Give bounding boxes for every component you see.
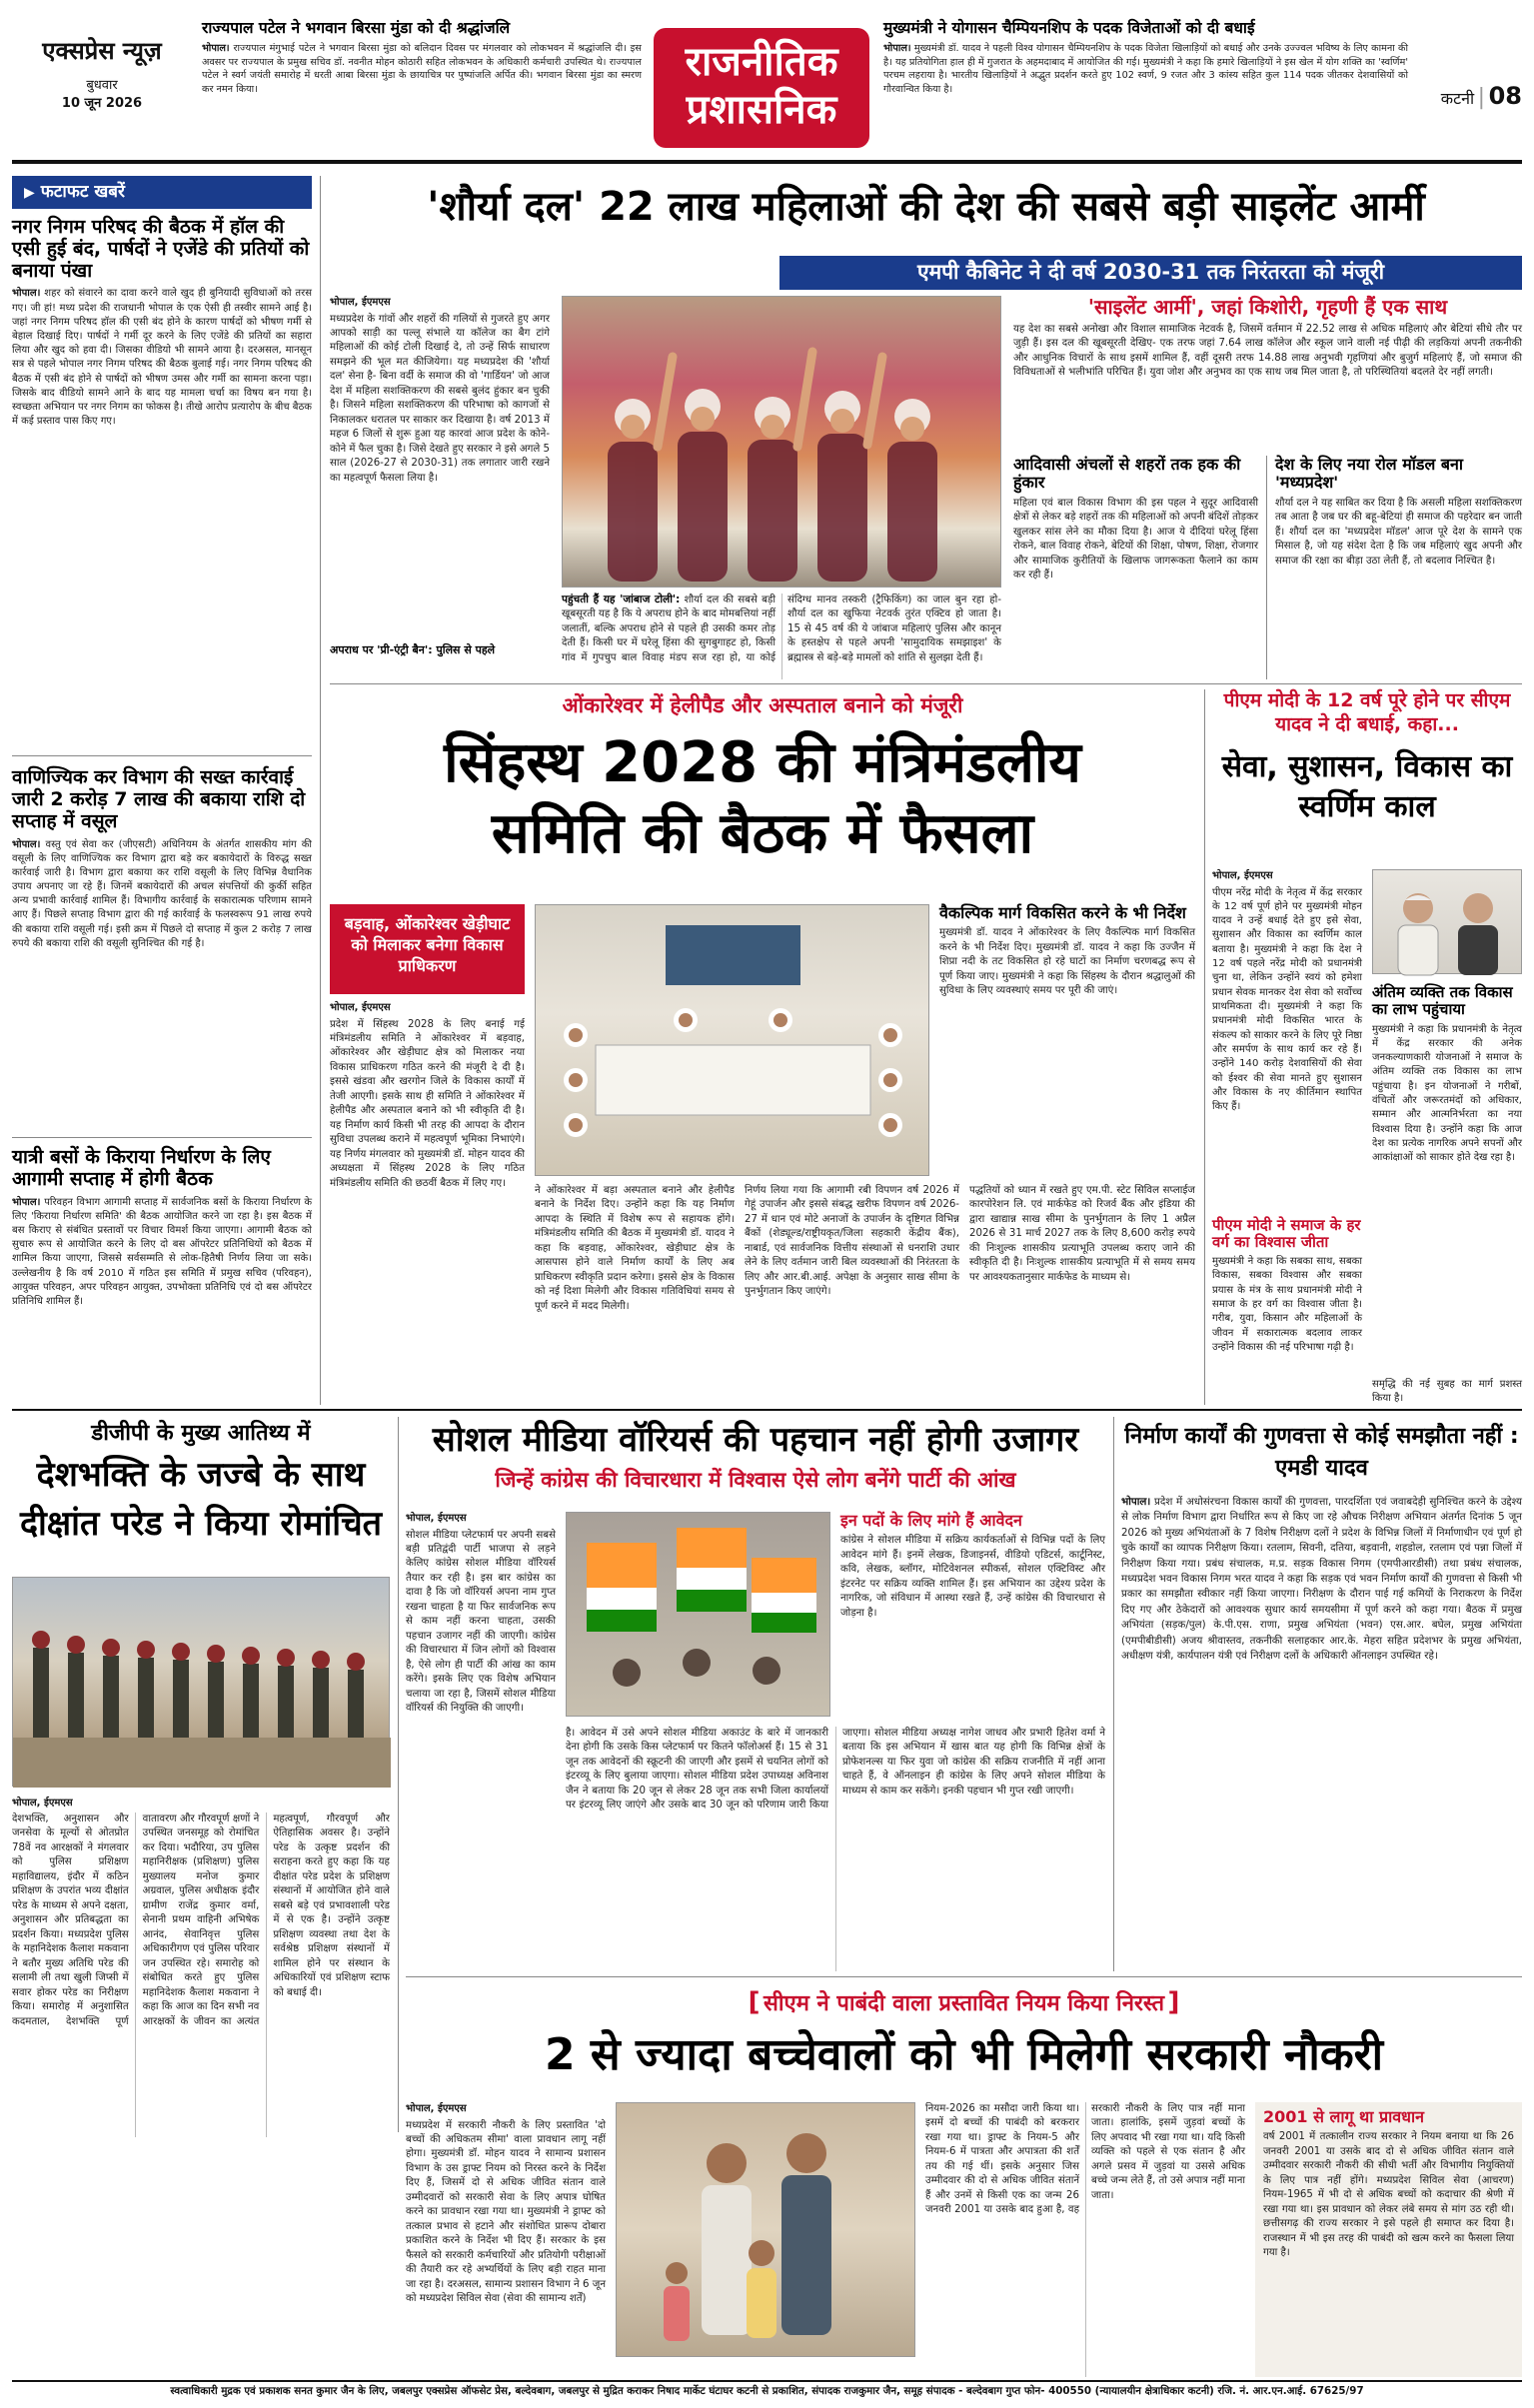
pm-col-1: भोपाल, ईएमएस पीएम नरेंद्र मोदी के नेतृत्व में केंद्र सरकार के 12 वर्ष पूर्ण होने पर मुख्यमंत्री मोहन यादव ने उन्हें बधाई देते हुए इसे सेवा, सुशासन और विकास का स्वर्णिम काल बताया है। मुख्यमंत्री ने कहा कि देश ने 12 वर्ष पहले नरेंद्र मोदी को प्रधानमंत्री चुना था, लेकिन उन्होंने स्वयं को हमेशा प्रधान सेवक मानकर देश सेवा को सर्वोच्च प्राथमिकता दी। मुख्यमंत्री ने कहा कि प्रधानमंत्री मोदी विकसित भारत के संकल्प को साकार करने के लिए पूरे निष्ठा और समर्पण के साथ कार्य कर रहे हैं। उन्होंने 140 करोड़ देशवासियों की सेवा को ईश्वर की सेवा मानते हुए सुशासन और विकास के नए कीर्तिमान स्थापित किए हैं। पीएम मोदी ने समाज के हर वर्ग का विश्वास जीता मुख्यमंत्री ने कहा कि सबका साथ, सबका विकास, सबका विश्वास और सबका प्रयास के मंत्र के साथ प्रधानमंत्री मोदी ने समाज के हर वर्ग का विश्वास जीता है। गरीब, युवा, किसान और महिलाओं के जीवन में सकारात्मक बदलाव लाकर उन्होंने विकास की नई परिभाषा गढ़ी है। [1212, 869, 1362, 1405]
social-sidebar [840, 1512, 1105, 1717]
jobs-kicker: सीएम ने पाबंदी वाला प्रस्तावित नियम किया निरस्त [763, 1991, 1165, 2016]
jobs-sidebar [1255, 2102, 1522, 2377]
simhastha-text-2: ने ओंकारेश्वर में बड़ा अस्पताल बनाने और हेलीपैड बनाने के निर्देश दिए। उन्होंने कहा कि यह निर्माण आपदा के स्थिति में विशेष रूप से सहायक होंगे। मंत्रिमंडलीय समिति की बैठक में मुख्यमंत्री डॉ. यादव ने कहा कि बड़वाह, ओंकारेश्वर, खेड़ीघाट क्षेत्र के आसपास होने वाले निर्माण कार्यों के लिए अब प्राधिकरण स्वीकृति प्रदान करेगा। इससे क्षेत्र के विकास को नई दिशा मिलेगी और विकास गतिविधियां समय से पूर्ण करने में मदद मिलेगी। [535, 1185, 735, 1312]
dgp-text: देशभक्ति, अनुशासन और जनसेवा के मूल्यों से ओतप्रोत 78वें नव आरक्षकों ने मंगलवार को पुलिस प्रशिक्षण महाविद्यालय, इंदौर में कठिन प्रशिक्षण के उपरांत भव्य दीक्षांत परेड के माध्यम से अपने दक्षता, अनुशासन और प्रतिबद्धता का प्रदर्शन किया। मध्यप्रदेश पुलिस के महानिदेशक कैलाश मकवाना ने बतौर मुख्य अतिथि परेड की सलामी ली तथा खुली जिप्सी में सवार होकर परेड का निरीक्षण किया। समारोह में अनुशासित कदमताल, देशभक्ति पूर्ण वातावरण और गौरवपूर्ण क्षणों ने उपस्थित जनसमूह को रोमांचित कर दिया। भदौरिया, उप पुलिस महानिरीक्षक (प्रशिक्षण) पुलिस मुख्यालय मनोज कुमार अग्रवाल, पुलिस अधीक्षक इंदौर ग्रामीण राजेंद्र कुमार वर्मा, सेनानी प्रथम वाहिनी अभिषेक आनंद, सेवानिवृत्त पुलिस अधिकारीगण एवं पुलिस परिवार जन उपस्थित रहे। समारोह को संबोधित करते हुए पुलिस महानिदेशक कैलाश मकवाना ने कहा कि आज का दिन सभी नव आरक्षकों के जीवन का अत्यंत महत्वपूर्ण, गौरवपूर्ण और ऐतिहासिक अवसर है। उन्होंने परेड के उत्कृष्ट प्रदर्शन की सराहना करते हुए कहा कि यह दीक्षांत परेड प्रदेश के प्रशिक्षण संस्थानों में आयोजित होने वाले सबसे बड़े एवं प्रभावशाली परेड में से एक है। उन्होंने उत्कृष्ट प्रशिक्षण व्यवस्था तथा देश के सर्वश्रेष्ठ प्रशिक्षण संस्थानों में शामिल होने पर संस्थान के अधिकारियों एवं प्रशिक्षण स्टाफ को बधाई दी। [12, 1813, 390, 2027]
quality-headline: निर्माण कार्यों की गुणवत्ता से कोई समझौता नहीं : एमडी यादव [1124, 1424, 1519, 1481]
pm-sidebar [1372, 984, 1522, 1405]
masthead-brief-2 [883, 20, 1408, 150]
footer-rule [12, 2380, 1522, 2382]
fatafat-item-1-title: नगर निगम परिषद की बैठक में हॉल की एसी हुई बंद, पार्षदों ने एजेंडे की प्रतियों को बनाया पंखा [12, 215, 310, 282]
social-col-1: भोपाल, ईएमएस सोशल मीडिया प्लेटफार्म पर अपनी सबसे बड़ी प्रतिद्वंदी पार्टी भाजपा से लड़ने केलिए कांग्रेस सोशल मीडिया वॉरियर्स तैयार कर रही है। इस बार कांग्रेस का दावा है कि जो वॉरियर्स अपना नाम गुप्त रखना चाहता है या फिर सार्वजनिक रूप से काम नहीं करना चाहता, उसकी पहचान उजागर नहीं की जाएगी। कांग्रेस की विचारधारा में जिन लोगों को विश्वास है, ऐसे लोग ही पार्टी की आंख का काम करेंगे। इसके लिए एक विशेष अभियान चलाया जा रहा है, जिसमें सोशल मीडिया वॉरियर्स की नियुक्ति की जाएगी। [406, 1512, 556, 1841]
pm-sub-head: पीएम मोदी ने समाज के हर वर्ग का विश्वास जीता [1212, 1215, 1361, 1251]
fatafat-item-1-text: शहर को संवारने का दावा करने वाले खुद ही बुनियादी सुविधाओं को तरस गए। जी हां! मध्य प्रदेश की राजधानी भोपाल के एक ऐसी ही तस्वीर सामने आई है। जहां नगर निगम परिषद हॉल की एसी बंद होने के कारण पार्षदों को भीषण गर्मी से बेहाल दिखाई दिए। पार्षदों ने गर्मी दूर करने के लिए एजेंडे की प्रतियों का सहारा लिया और खुद को हवा दी। जिसका वीडियो भी सामने आया है। दरअसल, मानसून सत्र से पहले भोपाल नगर निगम परिषद की बैठक बुलाई गई। नगर निगम परिषद की बैठक में एसी बंद होने से पार्षदों को भीषण उमस और गर्मी का सामना करना पड़ा। जिसके बाद वीडियो सामने आने के बाद यह मामला चर्चा का विषय बन गया है। स्वच्छता अभियान पर नगर निगम का फोकस है। तीखे आरोप प्रत्यारोप के बीच बैठक में कई प्रस्ताव पास किए गए। [12, 288, 312, 428]
jobs-side-text: वर्ष 2001 में तत्कालीन राज्य सरकार ने नियम बनाया था कि 26 जनवरी 2001 या उसके बाद दो से अधिक जीवित संतान वाले उम्मीदवार सरकारी नौकरी की सीधी भर्ती और विभागीय नियुक्तियों के लिए पात्र नहीं होंगे। मध्यप्रदेश सिविल सेवा (आचरण) नियम-1965 में भी दो से अधिक बच्चों को कदाचार की श्रेणी में रखा गया था। इस प्रावधान को लेकर लंबे समय से मांग उठ रही थी। छत्तीसगढ़ की राज्य सरकार ने इसे पहले ही समाप्त कर दिया है। राजस्थान में भी इस तरह की पाबंदी को खत्म करने का फैसला लिया गया है। [1263, 2131, 1514, 2259]
jobs-side-head: 2001 से लागू था प्रावधान [1263, 2107, 1425, 2126]
fatafat-item-1: नगर निगम परिषद की बैठक में हॉल की एसी हुई बंद, पार्षदों ने एजेंडे की प्रतियों को बनाया पंखा भोपाल। शहर को संवारने का दावा करने वाले खुद ही बुनियादी सुविधाओं को तरस गए। जी हां! मध्य प्रदेश की राजधानी भोपाल के एक ऐसी ही तस्वीर सामने आई है। जहां नगर निगम परिषद हॉल की एसी बंद होने के कारण पार्षदों को भीषण गर्मी से बेहाल दिखाई दिए। पार्षदों ने गर्मी दूर करने के लिए एजेंडे की प्रतियों का सहारा लिया और खुद को हवा दी। जिसका वीडियो भी सामने आया है। दरअसल, मानसून सत्र से पहले भोपाल नगर निगम परिषद की बैठक बुलाई गई। नगर निगम परिषद की बैठक में एसी बंद होने से पार्षदों को भीषण उमस और गर्मी का सामना करना पड़ा। जिसके बाद वीडियो सामने आने के बाद यह मामला चर्चा का विषय बन गया है। स्वच्छता अभियान पर नगर निगम का फोकस है। तीखे आरोप प्रत्यारोप के बीच बैठक में कई प्रस्ताव पास किए गए। [12, 215, 312, 428]
simhastha-kicker: ओंकारेश्वर में हेलीपैड और अस्पताल बनाने को मंजूरी [562, 693, 963, 717]
pm-sub-text: मुख्यमंत्री ने कहा कि सबका साथ, सबका विकास, सबका विश्वास और सबका प्रयास के मंत्र के साथ प्रधानमंत्री मोदी ने समाज के हर वर्ग का विश्वास जीता है। गरीब, युवा, किसान और महिलाओं के जीवन में सकारात्मक बदलाव लाकर उन्होंने विकास की नई परिभाषा गढ़ी है। [1212, 1256, 1362, 1353]
shaurya-caption: पहुंचती हैं यह 'जांबाज टोली': [562, 594, 681, 605]
shaurya-sidebar [1013, 296, 1522, 679]
social-text-2: है। आवेदन में उसे अपने सोशल मीडिया अकाउंट के बारे में जानकारी देना होगी कि उसके किस प्लेटफार्म पर कितने फॉलोअर्स हैं। 15 से 31 जून तक आवेदनों की स्क्रूटनी की जाएगी और इसमें से चयनित लोगों को इंटरव्यू के लिए बुलाया जाएगा। सोशल मीडिया प्रदेश उपाध्यक्ष अविनाश जैन ने बताया कि 20 जून से लेकर 28 जून तक सभी जिला कार्यालयों पर इंटरव्यू लिए जाएंगे और उसके बाद 30 जून को परिणाम जारी किया जाएगा। सोशल मीडिया अध्यक्ष नागेश जाधव और प्रभारी हितेश वर्मा ने बताया कि इस अभियान में खास बात यह होगी कि विभिन्न क्षेत्रों के प्रोफेशनल्स या फिर युवा जो कांग्रेस की सक्रिय राजनीति में नहीं आना चाहते हैं, वे ऑनलाइन ही कांग्रेस के लिए अपने सोशल मीडिया के माध्यम से काम कर सकेंगे। इनकी पहचान भी गुप्त रखी जाएगी। [566, 1728, 1105, 1811]
pm-text-1: पीएम नरेंद्र मोदी के नेतृत्व में केंद्र सरकार के 12 वर्ष पूर्ण होने पर मुख्यमंत्री मोहन यादव ने उन्हें बधाई देते हुए इसे सेवा, सुशासन और विकास का स्वर्णिम काल बताया है। मुख्यमंत्री ने कहा कि देश ने 12 वर्ष पहले नरेंद्र मोदी को प्रधानमंत्री चुना था, लेकिन उन्होंने स्वयं को हमेशा प्रधान सेवक मानकर देश सेवा को सर्वोच्च प्राथमिकता दी। मुख्यमंत्री ने कहा कि प्रधानमंत्री मोदी विकसित भारत के संकल्प को साकार करने के लिए पूरे निष्ठा और समर्पण के साथ कार्य कर रहे हैं। उन्होंने 140 करोड़ देशवासियों की सेवा को ईश्वर की सेवा मानते हुए सुशासन और विकास के नए कीर्तिमान स्थापित किए हैं। [1212, 886, 1362, 1113]
jobs-text-1: मध्यप्रदेश में सरकारी नौकरी के लिए प्रस्तावित 'दो बच्चों की अधिकतम सीमा' वाला प्रावधान लागू नहीं होगा। मुख्यमंत्री डॉ. मोहन यादव ने सामान्य प्रशासन विभाग के उस ड्राफ्ट नियम को निरस्त करने के निर्देश दिए हैं, जिसमें दो से अधिक जीवित संतान वाले उम्मीदवारों को सरकारी सेवा के लिए अपात्र घोषित करने का प्रावधान रखा गया था। मुख्यमंत्री ने ड्राफ्ट को तत्काल प्रभाव से हटाने और संशोधित प्रारूप दोबारा प्रकाशित करने के निर्देश भी दिए हैं। सरकार के इस फैसले को सरकारी कर्मचारियों और प्रतियोगी परीक्षाओं की तैयारी कर रहे अभ्यर्थियों के लिए बड़ी राहत माना जा रहा है। दरअसल, सामान्य प्रशासन विभाग ने 6 जून को मध्यप्रदेश सिविल सेवा (सेवा की सामान्य शर्तें) [406, 2119, 606, 2305]
jobs-kicker-wrap [406, 1988, 1522, 2022]
shaurya-col-1: भोपाल, ईएमएस मध्यप्रदेश के गांवों और शहरों की गलियों से गुजरते हुए अगर आपको साड़ी का पल्लू संभाले या कॉलेज का बैग टांगे महिलाओं की कोई टोली दिखाई दे, तो उन्हें सिर्फ साधारण समझने की भूल मत कीजियेगा। यह मध्यप्रदेश की 'शौर्या दल' सेना है- बिना वर्दी के समाज की वो 'गार्डियन' जो आज देश में महिला सशक्तिकरण की सबसे बुलंद हुंकार बन चुकी है। जिसने महिला सशक्तिकरण की परिभाषा को कागजों से निकालकर धरातल पर साकार कर दिखाया है। वर्ष 2013 में महज 6 जिलों से शुरू हुआ यह कारवां आज प्रदेश के कोने-कोने में फैल चुका है। जिसे देखते हुए सरकार ने इसे अगले 5 साल (2026-27 से 2030-31) तक लगातार जारी रखने का महत्वपूर्ण फैसला लिया है। अपराध पर 'प्री-एंट्री बैन': पुलिस से पहले [330, 297, 550, 656]
quality-text: प्रदेश में अधोसंरचना विकास कार्यों की गुणवत्ता, पारदर्शिता एवं जवाबदेही सुनिश्चित करने के उद्देश्य से लोक निर्माण विभाग द्वारा निर्धारित रूप से किए जा रहे औचक निरीक्षण अभियान अंतर्गत दिनांक 5 जून 2026 को मुख्य अभियंताओं के 7 विशेष निरीक्षण दलों ने प्रदेश के विभिन्न जिलों में निर्माणाधीन एवं पूर्ण हो चुके कार्यों का व्यापक निरीक्षण किया। रतलाम, सिवनी, दतिया, बड़वानी, शहडोल, रतलाम एवं पन्ना जिलों में निरीक्षण किया गया। प्रबंध संचालक, म.प्र. सड़क विकास निगम (एमपीआरडीसी) तथा प्रबंध संचालक, मध्यप्रदेश भवन विकास निगम भरत यादव ने कहा कि सड़क एवं भवन निर्माण कार्यों की गुणवत्ता से किसी भी प्रकार का समझौता स्वीकार नहीं किया जाएगा। निरीक्षण के दौरान पाई गई कमियों के निराकरण के निर्देश दिए गए और ठेकेदारों को आवश्यक सुधार कार्य समयसीमा में पूर्ण करने को कहा गया। बैठक में प्रमुख अभियंता (सड़क/पुल) के.पी.एस. राणा, प्रमुख अभियंता (भवन) एस.आर. बघेल, प्रमुख अभियंता (एमपीबीडीसी) अजय श्रीवास्तव, तकनीकी सलाहकार आर.के. मेहरा सहित प्रदेशभर के प्रमुख अभियंता, अधीक्षण यंत्री, कार्यपालन यंत्री एवं निरीक्षण दलों के अधिकारी ऑनलाइन उपस्थित रहे। [1121, 1495, 1523, 1663]
folio-city: कटनी [1440, 89, 1475, 108]
dgp-body: भोपाल, ईएमएस [12, 1798, 73, 1808]
jobs-photo [616, 2102, 915, 2357]
mid-rule [12, 1409, 1522, 1411]
fatafat-item-3: यात्री बसों के किराया निर्धारण के लिए आगामी सप्ताह में होगी बैठक भोपाल। परिवहन विभाग आगामी सप्ताह में सार्वजनिक बसों के किराया निर्धारण के लिए 'किराया निर्धारण समिति' की बैठक आयोजित करने जा रहा है। इस बैठक में बस किराए से संबंधित प्रस्तावों पर विचार विमर्श किया जाएगा। आगामी बैठक को सुचारु रूप से आयोजित करने के लिए दो बस ऑपरेटर प्रतिनिधियों को बैठक में शामिल किया जाएगा, जिससे सर्वसम्मति से लोक-हितैषी निर्णय लिया जा सके। उल्लेखनीय है कि वर्ष 2010 में गठित इस समिति में प्रमुख सचिव (परिवहन), आयुक्त परिवहन, अपर परिवहन आयुक्त, उपभोक्ता प्रतिनिधि एवं दो बस ऑपरेटर प्रतिनिधि शामिल हैं। [12, 1146, 312, 1307]
issue-day: बुधवार [86, 78, 118, 94]
fatafat-column [12, 176, 312, 1405]
shaurya-model [1275, 456, 1522, 679]
shaurya-subhead: एमपी कैबिनेट ने दी वर्ष 2030-31 तक निरंतरता को मंजूरी [779, 256, 1522, 290]
fatafat-item-3-title: यात्री बसों के किराया निर्धारण के लिए आगामी सप्ताह में होगी बैठक [12, 1146, 271, 1190]
jobs-headline: 2 से ज्यादा बच्चेवालों को भी मिलेगी सरकारी नौकरी [544, 2029, 1384, 2080]
brief-1-text: राज्यपाल मंगुभाई पटेल ने भगवान बिरसा मुंडा को बलिदान दिवस पर मंगलवार को लोकभवन में श्रद्धांजलि दी। इस अवसर पर राज्यपाल के प्रमुख सचिव डॉ. नवनीत मोहन कोठारी सहित लोकभवन के अधिकारी कर्मचारी उपस्थित थे। राज्यपाल पटेल ने स्वर्ग जयंती समारोह में धरती आबा बिरसा मुंडा के छायाचित्र पर पुष्पांजलि अर्पित की। भगवान बिरसा मुंडा का स्मरण कर नमन किया। [202, 42, 642, 96]
dgp-photo [12, 1577, 390, 1787]
simhastha-headline-1: सिंहस्थ 2028 की मंत्रिमंडलीय [444, 730, 1081, 796]
brief-2-text: मुख्यमंत्री डॉ. यादव ने पहली विश्व योगासन चैम्पियनशिप के पदक विजेता खिलाड़ियों को बधाई और उनके उज्ज्वल भविष्य के लिए कामना की है। यह प्रतियोगिता हाल ही में गुजरात के अहमदाबाद में आयोजित की गई। मुख्यमंत्री ने कहा कि हमारे खिलाड़ियों ने इस खेल में योग शक्ति का 'स्वर्णिम' परचम लहराया है। भारतीय खिलाड़ियों ने अद्भुत प्रदर्शन करते हुए 102 स्वर्ण, 9 रजत और 3 कांस्य सहित कुल 114 पदक जीतकर देशवासियों को गौरवान्वित किया है। [883, 42, 1408, 96]
adiwasi-text: महिला एवं बाल विकास विभाग की इस पहल ने सुदूर आदिवासी क्षेत्रों से लेकर बड़े शहरों तक की महिलाओं को अपनी बंदिशें तोड़कर खुलकर सांस लेने का मौका दिया है। आज ये दीदियां घरेलू हिंसा रोकने, बाल विवाह रोकने, बेटियों की शिक्षा, पोषण, शिक्षा, रोजगार और सामाजिक कुरीतियों के खिलाफ जागरूकता फैलाने का काम कर रही हैं। [1013, 497, 1258, 582]
jobs-col-2 [925, 2102, 1245, 2377]
social-photo [566, 1512, 830, 1717]
bracket-left-icon: [ [748, 1987, 761, 2017]
shaurya-side-head: 'साइलेंट आर्मी', जहां किशोरी, गृहणी हैं एक साथ [1087, 295, 1448, 319]
women-group-image [563, 297, 1002, 589]
jobs-col-1: भोपाल, ईएमएस मध्यप्रदेश में सरकारी नौकरी के लिए प्रस्तावित 'दो बच्चों की अधिकतम सीमा' वाला प्रावधान लागू नहीं होगा। मुख्यमंत्री डॉ. मोहन यादव ने सामान्य प्रशासन विभाग के उस ड्राफ्ट नियम को निरस्त करने के निर्देश दिए हैं, जिसमें दो से अधिक जीवित संतान वाले उम्मीदवारों को सरकारी सेवा के लिए अपात्र घोषित करने का प्रावधान रखा गया था। मुख्यमंत्री ने ड्राफ्ट को तत्काल प्रभाव से हटाने और संशोधित प्रारूप दोबारा प्रकाशित करने के निर्देश भी दिए हैं। सरकार के इस फैसले को सरकारी कर्मचारियों और प्रतियोगी परीक्षाओं की तैयारी कर रहे अभ्यर्थियों के लिए बड़ी राहत माना जा रहा है। दरअसल, सामान्य प्रशासन विभाग ने 6 जून को मध्यप्रदेश सिविल सेवा (सेवा की सामान्य शर्तें) [406, 2102, 606, 2377]
masthead [12, 10, 1522, 160]
masthead-rule [12, 160, 1522, 164]
fatafat-label: ▶ फटाफट खबरें [12, 176, 312, 209]
social-col-2 [566, 1727, 1105, 1971]
section-logo [654, 28, 869, 148]
jobs-text-2: नियम-2026 का मसौदा जारी किया था। इसमें दो बच्चों की पाबंदी को बरकरार रखा गया था। ड्राफ्ट के नियम-5 और नियम-6 में पात्रता और अपात्रता की शर्तें तय की गई थीं। इसके अनुसार जिस उम्मीदवार की दो से अधिक जीवित संतानें हैं और उनमें से किसी एक का जन्म 26 जनवरी 2001 या उसके बाद हुआ है, वह सरकारी नौकरी के लिए पात्र नहीं माना जाता। हालांकि, इसमें जुड़वां बच्चों के लिए अपवाद भी रखा गया था। यदि किसी व्यक्ति को पहले से एक संतान है और अगले प्रसव में जुड़वां या उससे अधिक बच्चे जन्म लेते हैं, तो उसे अपात्र नहीं माना जाता। [925, 2103, 1245, 2216]
pm-side-text: मुख्यमंत्री ने कहा कि प्रधानमंत्री के नेतृत्व में केंद्र सरकार की अनेक जनकल्याणकारी योजनाओं ने समाज के अंतिम व्यक्ति तक विकास का लाभ पहुंचाया है। इन योजनाओं ने गरीबों, वंचितों और जरूरतमंदों को अधिकार, सम्मान और आत्मनिर्भरता का नया विश्वास दिया है। उन्होंने कहा कि आज देश का प्रत्येक नागरिक अपने सपनों और आकांक्षाओं को साकार होते देख रहा है। [1372, 1023, 1522, 1164]
pm-side-head: अंतिम व्यक्ति तक विकास का लाभ पहुंचाया [1372, 983, 1513, 1019]
adiwasi-head: आदिवासी अंचलों से शहरों तक हक की हुंकार [1013, 455, 1241, 493]
simhastha-col-1: भोपाल, ईएमएस प्रदेश में सिंहस्थ 2028 के लिए बनाई गई मंत्रिमंडलीय समिति ने ओंकारेश्वर में बड़वाह, ओंकारेश्वर और खेड़ीघाट क्षेत्र को मिलाकर नया विकास प्राधिकरण गठित करने की मंजूरी दे दी है। इससे खंडवा और खरगोन जिले के विकास कार्यों में तेजी आएगी। इसके साथ ही समिति ने ओंकारेश्वर में हेलीपैड और अस्पताल बनाने को भी स्वीकृति दी है। यह निर्माण कार्य किसी भी तरह की आपदा के दौरान सुविधा उपलब्ध कराने में महत्वपूर्ण भूमिका निभाएंगे। यह निर्णय मंगलवार को मुख्यमंत्री डॉ. मोहन यादव की अध्यक्षता में सिंहस्थ 2028 के लिए गठित मंत्रिमंडलीय समिति की छठवीं बैठक में लिए गए। [330, 1001, 525, 1405]
simhastha-headline-2: समिति की बैठक में फैसला [491, 800, 1034, 866]
shaurya-col-2 [562, 594, 1001, 679]
brief-1-dateline: भोपाल। [202, 42, 230, 54]
simhastha-text-1: प्रदेश में सिंहस्थ 2028 के लिए बनाई गई मंत्रिमंडलीय समिति ने ओंकारेश्वर में बड़वाह, ओंकारेश्वर और खेड़ीघाट क्षेत्र को मिलाकर नया विकास प्राधिकरण गठित करने की मंजूरी दे दी है। इससे खंडवा और खरगोन जिले के विकास कार्यों में तेजी आएगी। इसके साथ ही समिति ने ओंकारेश्वर में हेलीपैड और अस्पताल बनाने को भी स्वीकृति दी है। यह निर्माण कार्य किसी भी तरह की आपदा के दौरान सुविधा उपलब्ध कराने में महत्वपूर्ण भूमिका निभाएंगे। यह निर्णय मंगलवार को मुख्यमंत्री डॉ. मोहन यादव की अध्यक्षता में सिंहस्थ 2028 के लिए गठित मंत्रिमंडलीय समिति की छठवीं बैठक में लिए गए। [330, 1018, 525, 1189]
masthead-brief-1 [202, 20, 642, 150]
shaurya-photo [562, 296, 1001, 588]
meeting-image [536, 905, 930, 1177]
simhastha-text-3: निर्णय लिया गया कि आगामी रबी विपणन वर्ष 2026 में गेहूं उपार्जन और इससे संबद्ध खरीफ विपणन वर्ष 2026-27 में धान एवं मोटे अनाजों के उपार्जन के दृष्टिगत विभिन्न बैंकों (शेड्यूल्ड/राष्ट्रीयकृत/जिला सहकारी केंद्रीय बैंक), नाबार्ड, एवं सार्वजनिक वित्तीय संस्थाओं से धनराशि उधार लेने के लिए वर्तमान जारी बिल व्यवस्थाओं की निरंतरता के लिए और आर.बी.आई. अपेक्षा के अनुसार साख सीमा के पुनर्भुगतान किए जाएंगे। [745, 1185, 959, 1298]
shaurya-story [330, 176, 1522, 679]
fatafat-item-2-title: वाणिज्यिक कर विभाग की सख्त कार्रवाई जारी 2 करोड़ 7 लाख की बकाया राशि दो सप्ताह में वसूल [12, 766, 306, 832]
dgp-story [12, 1417, 390, 2027]
jobs-story [406, 1982, 1522, 2377]
fatafat-item-2: वाणिज्यिक कर विभाग की सख्त कार्रवाई जारी 2 करोड़ 7 लाख की बकाया राशि दो सप्ताह में वसूल भोपाल। वस्तु एवं सेवा कर (जीएसटी) अधिनियम के अंतर्गत शासकीय मांग की वसूली के लिए वाणिज्यिक कर विभाग द्वारा बड़े कर बकायेदारों के विरुद्ध सख्त कार्रवाई जारी है। विभाग द्वारा बकाया कर राशि वसूली के लिए विभिन्न वैधानिक उपाय अपनाए जा रहे हैं। जिनमें बकायेदारों की अचल संपत्तियों की कुर्की सहित अन्य प्रभावी कार्रवाई शामिल हैं। विभागीय कार्रवाई के सकारात्मक परिणाम सामने आए हैं। पिछले सप्ताह विभाग द्वारा की गई कार्रवाई के फलस्वरूप 91 लाख रुपये की बकाया राशि वसूली गई। इसी क्रम में पिछले दो सप्ताह में कुल 2 करोड़ 7 लाख रुपये की बकाया राशि की वसूली सुनिश्चित की गई है। [12, 766, 313, 949]
social-story [406, 1417, 1105, 1971]
shaurya-adiwasi [1013, 456, 1258, 679]
simhastha-sidebar [939, 904, 1195, 1176]
model-head: देश के लिए नया रोल मॉडल बना 'मध्यप्रदेश' [1275, 455, 1464, 493]
simhastha-photo [535, 904, 929, 1176]
shaurya-text-1: मध्यप्रदेश के गांवों और शहरों की गलियों से गुजरते हुए अगर आपको साड़ी का पल्लू संभाले या कॉलेज का बैग टांगे महिलाओं की कोई टोली दिखाई दे, तो उन्हें सिर्फ साधारण समझने की भूल मत कीजियेगा। यह मध्यप्रदेश की 'शौर्या दल' सेना है- बिना वर्दी के समाज की वो 'गार्डियन' जो आज देश में महिला सशक्तिकरण की सबसे बुलंद हुंकार बन चुकी है। जिसने महिला सशक्तिकरण की परिभाषा को कागजों से निकालकर धरातल पर साकार कर दिखाया है। वर्ष 2013 में महज 6 जिलों से शुरू हुआ यह कारवां आज प्रदेश के कोने-कोने में फैल चुका है। जिसे देखते हुए सरकार ने इसे अगले 5 साल (2026-27 से 2030-31) तक लगातार जारी रखने का महत्वपूर्ण फैसला लिया है। [330, 313, 550, 484]
model-text: शौर्या दल ने यह साबित कर दिया है कि असली महिला सशक्तिकरण तब आता है जब घर की बहू-बेटियां ही समाज की पहरेदार बन जाती हैं। शौर्या दल का 'मध्यप्रदेश मॉडल' आज पूरे देश के सामने एक मिसाल है, जो यह संदेश देता है कि जब महिलाएं खुद अपनी और समाज की रक्षा का बीड़ा उठा लेती हैं, तो बदलाव निश्चित है। [1275, 497, 1522, 567]
brand-box [12, 35, 192, 145]
page-folio: कटनी | 08 [1440, 82, 1522, 110]
issue-date: 10 जून 2026 [61, 95, 143, 111]
section-title-line2: प्रशासनिक [686, 87, 837, 133]
brand-name: एक्सप्रेस न्यूज़ [42, 37, 162, 65]
social-sub-head: इन पदों के लिए मांगे हैं आवेदन [840, 1511, 1022, 1530]
simhastha-sub-text: मुख्यमंत्री डॉ. यादव ने ओंकारेश्वर के लिए वैकल्पिक मार्ग विकसित करने के भी निर्देश दिए। मुख्यमंत्री डॉ. यादव ने कहा कि उज्जैन में शिप्रा नदी के तट विकसित हो रहे घाटों का निर्माण चरणबद्ध रूप से पूर्ण किया जाए। मुख्यमंत्री ने कहा कि सिंहस्थ के दौरान श्रद्धालुओं की सुविधा के लिए व्यवस्थाएं समय पर पूरी की जाएं। [939, 927, 1195, 997]
simhastha-col-4 [969, 1184, 1195, 1405]
folio-page-number: 08 [1488, 82, 1522, 110]
shaurya-side-text: यह देश का सबसे अनोखा और विशाल सामाजिक नेटवर्क है, जिसमें वर्तमान में 22.52 लाख से अधिक महिलाएं और बेटियां सीधे तौर पर जुड़ी हैं। इस दल की खूबसूरती देखिए- एक तरफ जहां 7.64 लाख कॉलेज और स्कूल जाने वाली नई पीढ़ी की लड़कियां अपनी तकनीकी और आधुनिक विचारों के साथ इसमें शामिल हैं, वहीं दूसरी तरफ 14.88 लाख अनुभवी गृहणियां और बुजुर्ग महिलाएं हैं, जो समाज की विविधताओं से भलीभांति परिचित हैं। युवा जोश और अनुभव का एक साथ जब मिल जाता है, तो परिस्थितियां बदलते देर नहीं लगती। [1013, 324, 1522, 379]
pm-photo [1372, 869, 1522, 974]
shaurya-text-2: शौर्या दल की सबसे बड़ी खूबसूरती यह है कि ये अपराध होने के बाद मोमबत्तियां नहीं जलातीं, बल्कि अपराध होने से पहले ही उसकी कमर तोड़ देती हैं। किसी घर में घरेलू हिंसा की सुगबुगाहट हो, किसी गांव में गुपचुप बाल विवाह मंडप सज रहा हो, या कोई संदिग्ध मानव तस्करी (ट्रैफिकिंग) का जाल बुन रहा हो-शौर्या दल का खुफिया नेटवर्क तुरंत एक्टिव हो जाता है। 15 से 45 वर्ष की ये जांबाज महिलाएं पुलिस और कानून के हस्तक्षेप से पहले अपनी 'सामुदायिक समझाइश' के ब्रह्मास्त्र से बड़े-बड़े मामलों को शांति से सुलझा देती हैं। [562, 595, 1001, 663]
section-title-line1: राजनीतिक [685, 39, 838, 85]
parade-image [13, 1578, 391, 1788]
simhastha-box: बड़वाह, ओंकारेश्वर खेड़ीघाट को मिलाकर बनेगा विकास प्राधिकरण [330, 904, 525, 994]
dgp-headline-1: देशभक्ति के जज्बे के साथ [36, 1455, 366, 1496]
simhastha-col-3 [745, 1184, 959, 1405]
congress-flags-image [567, 1513, 831, 1718]
social-headline: सोशल मीडिया वॉरियर्स की पहचान नहीं होगी उजागर [432, 1420, 1079, 1460]
simhastha-text-4: पद्धतियों को ध्यान में रखते हुए एम.पी. स्टेट सिविल सप्लाईज कारपोरेशन लि. एवं मार्कफेड को रिजर्व बैंक और इंडिया की द्वारा खाद्यान्न साख सीमा के पुनर्भुगतान के लिए 1 अप्रैल 2026 से 31 मार्च 2027 तक के लिए 8,600 करोड़ रुपये की निःशुल्क शासकीय प्रत्याभूति उपलब्ध कराए जाने की स्वीकृति दी है। निःशुल्क शासकीय प्रत्याभूति में से समय समय पर आवश्यकतानुसार मार्कफेड के माध्यम से। [969, 1185, 1195, 1283]
family-image [617, 2103, 916, 2358]
simhastha-story [330, 689, 1195, 1405]
shaurya-headline: 'शौर्या दल' 22 लाख महिलाओं की देश की सबसे बड़ी साइलेंट आर्मी [427, 184, 1425, 230]
brief-1-title: राज्यपाल पटेल ने भगवान बिरसा मुंडा को दी श्रद्धांजलि [202, 19, 511, 37]
shaurya-text-1-subhead: अपराध पर 'प्री-एंट्री बैन': पुलिस से पहले [330, 642, 496, 656]
pm-kicker: पीएम मोदी के 12 वर्ष पूरे होने पर सीएम यादव ने दी बधाई, कहा... [1223, 689, 1511, 735]
brief-2-title: मुख्यमंत्री ने योगासन चैम्पियनशिप के पदक विजेताओं को दी बधाई [883, 19, 1255, 37]
brief-2-dateline: भोपाल। [883, 42, 911, 54]
pm-closing: समृद्धि की नई सुबह का मार्ग प्रशस्त किया है। [1372, 1378, 1522, 1404]
social-subhead: जिन्हें कांग्रेस की विचारधारा में विश्वास ऐसे लोग बनेंगे पार्टी की आंख [495, 1468, 1016, 1493]
simhastha-sub-head: वैकल्पिक मार्ग विकसित करने के भी निर्देश [939, 903, 1186, 922]
pm-headline: सेवा, सुशासन, विकास का स्वर्णिम काल [1221, 748, 1513, 824]
pm-story [1212, 689, 1522, 1405]
fatafat-item-2-text: वस्तु एवं सेवा कर (जीएसटी) अधिनियम के अंतर्गत शासकीय मांग की वसूली के लिए वाणिज्यिक कर विभाग द्वारा बड़े कर बकायेदारों के विरुद्ध सख्त कार्रवाई जारी है। विभाग द्वारा बकाया कर राशि वसूली के लिए विभिन्न वैधानिक उपाय अपनाए जा रहे हैं। जिनमें बकायेदारों की अचल संपत्तियों की कुर्की सहित अन्य प्रभावी कार्रवाई शामिल हैं। विभागीय कार्रवाई के सकारात्मक परिणाम सामने आए हैं। पिछले सप्ताह विभाग द्वारा की गई कार्रवाई के फलस्वरूप 91 लाख रुपये की बकाया राशि वसूली गई। इसी क्रम में पिछले दो सप्ताह में कुल 2 करोड़ 7 लाख रुपये की बकाया राशि की वसूली सुनिश्चित की गई है। [12, 838, 313, 949]
fatafat-item-3-text: परिवहन विभाग आगामी सप्ताह में सार्वजनिक बसों के किराया निर्धारण के लिए 'किराया निर्धारण समिति' की बैठक आयोजित करने जा रहा है। इस बैठक में बस किराए से संबंधित प्रस्तावों पर विचार विमर्श किया जाएगा। आगामी बैठक को सुचारु रूप से आयोजित करने के लिए दो बस ऑपरेटर प्रतिनिधियों को बैठक में शामिल किया जाएगा, जिससे सर्वसम्मति से लोक-हितैषी निर्णय लिया जा सके। उल्लेखनीय है कि वर्ष 2010 में गठित इस समिति में प्रमुख सचिव (परिवहन), आयुक्त परिवहन, अपर परिवहन आयुक्त, उपभोक्ता प्रतिनिधि एवं दो बस ऑपरेटर प्रतिनिधि शामिल हैं। [12, 1196, 312, 1307]
leaders-image [1373, 870, 1523, 975]
simhastha-col-2 [535, 1184, 735, 1405]
dgp-kicker: डीजीपी के मुख्य आतिथ्य में [91, 1421, 311, 1446]
dgp-headline-2: दीक्षांत परेड ने किया रोमांचित [19, 1504, 383, 1545]
social-sub-text: कांग्रेस ने सोशल मीडिया में सक्रिय कार्यकर्ताओं से विभिन्न पदों के लिए आवेदन मांगे हैं। इनमें लेखक, डिजाइनर्स, वीडियो एडिटर्स, कार्टूनिस्ट, कवि, लेखक, ब्लॉगर, मोटिवेशनल स्पीकर्स, सोशल एक्टिविस्ट और इंटरनेट पर सक्रिय व्यक्ति शामिल हैं। इस अभियान का उद्देश्य प्रदेश के नागरिक, जो संविधान में आस्था रखते हैं, उन्हें कांग्रेस की विचारधारा से जोड़ना है। [840, 1535, 1105, 1619]
newspaper-icon: ▶ [24, 185, 35, 201]
social-text-1: सोशल मीडिया प्लेटफार्म पर अपनी सबसे बड़ी प्रतिद्वंदी पार्टी भाजपा से लड़ने केलिए कांग्रेस सोशल मीडिया वॉरियर्स तैयार कर रही है। इस बार कांग्रेस का दावा है कि जो वॉरियर्स अपना नाम गुप्त रखना चाहता है या फिर सार्वजनिक रूप से काम नहीं करना चाहता, उसकी पहचान उजागर नहीं की जाएगी। कांग्रेस की विचारधारा में जिन लोगों को विश्वास है, ऐसे लोग ही पार्टी की आंख का काम करेंगे। इसके लिए एक विशेष अभियान चलाया जा रहा है, जिसमें सोशल मीडिया वॉरियर्स की नियुक्ति की जाएगी। [406, 1529, 556, 1715]
quality-story: निर्माण कार्यों की गुणवत्ता से कोई समझौता नहीं : एमडी यादव भोपाल। प्रदेश में अधोसंरचना विकास कार्यों की गुणवत्ता, पारदर्शिता एवं जवाबदेही सुनिश्चित करने के उद्देश्य से लोक निर्माण विभाग द्वारा निर्धारित रूप से किए जा रहे औचक निरीक्षण अभियान अंतर्गत दिनांक 5 जून 2026 को मुख्य अभियंताओं के 7 विशेष निरीक्षण दलों ने प्रदेश के विभिन्न जिलों में निर्माणाधीन एवं पूर्ण हो चुके कार्यों का व्यापक निरीक्षण किया। रतलाम, सिवनी, दतिया, बड़वानी, शहडोल, रतलाम एवं पन्ना जिलों में निरीक्षण किया गया। प्रबंध संचालक, म.प्र. सड़क विकास निगम (एमपीआरडीसी) तथा प्रबंध संचालक, मध्यप्रदेश भवन विकास निगम भरत यादव ने कहा कि सड़क एवं भवन निर्माण कार्यों की गुणवत्ता से किसी भी प्रकार का समझौता स्वीकार नहीं किया जाएगा। निरीक्षण के दौरान पाई गई कमियों के निराकरण के निर्देश दिए गए और ठेकेदारों को आवश्यक सुधार कार्य समयसीमा में पूर्ण करने को कहा गया। बैठक में प्रमुख अभियंता (सड़क/पुल) के.पी.एस. राणा, प्रमुख अभियंता (भवन) एस.आर. बघेल, प्रमुख अभियंता (एमपीबीडीसी) अजय श्रीवास्तव, तकनीकी सलाहकार आर.के. मेहरा सहित प्रदेशभर के प्रमुख अभियंता, अधीक्षण यंत्री, कार्यपालन यंत्री एवं निरीक्षण दलों के अधिकारी ऑनलाइन उपस्थित रहे। [1121, 1417, 1522, 1971]
bracket-right-icon: ] [1167, 1987, 1180, 2017]
footer-imprint: स्वत्वाधिकारी मुद्रक एवं प्रकाशक सनत कुमार जैन के लिए, जबलपुर एक्सप्रेस ऑफसेट प्रेस, बल्देवबाग, जबलपुर से मुद्रित कराकर निषाद मार्केट घंटाघर कटनी से प्रकाशित, संपादक राजकुमार जैन, समूह संपादक - बल्देवबाग गुप्त फोन- 400550 (न्यायालयीन क्षेत्राधिकार कटनी) रजि. नं. आर.एन.आई. 67625/97 [170, 2385, 1364, 2397]
